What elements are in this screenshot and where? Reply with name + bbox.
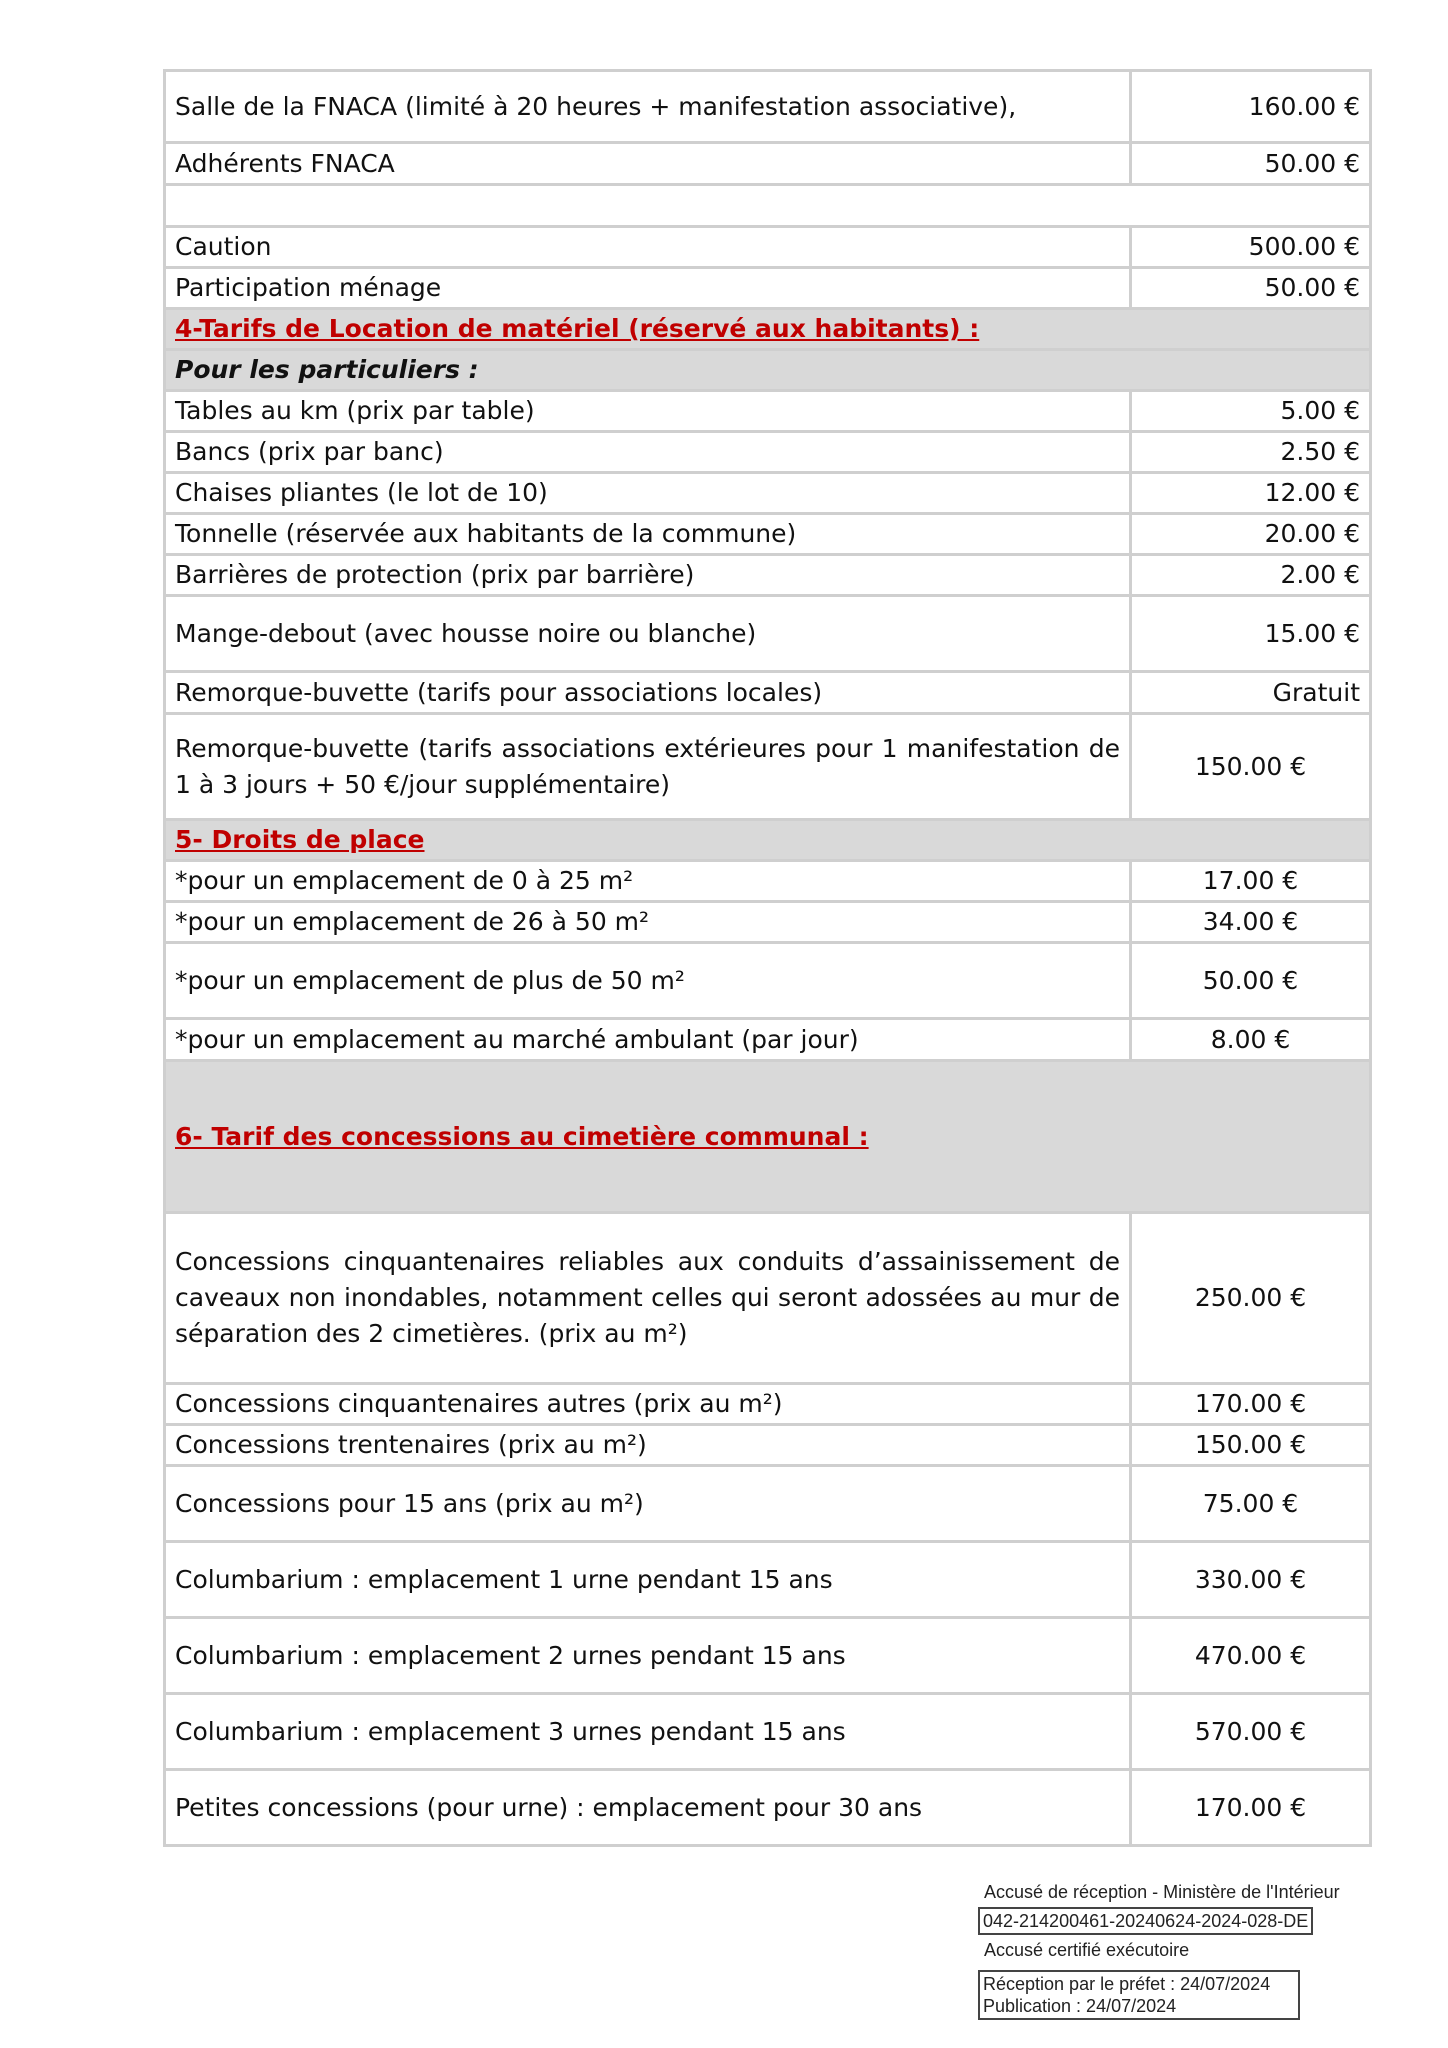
stamp-title: Accusé de réception - Ministère de l'Intérieur (984, 1882, 1340, 1902)
stamp-reference: 042-214200461-20240624-2024-028-DE (978, 1907, 1313, 1935)
spacer-row (165, 185, 1371, 227)
row-label: Tonnelle (réservée aux habitants de la commune) (165, 514, 1131, 555)
row-label: Participation ménage (165, 268, 1131, 309)
table-row (165, 268, 1371, 309)
row-price: 50.00 € (1131, 268, 1371, 309)
reception-stamp (978, 1880, 1378, 2020)
row-label: Tables au km (prix par table) (165, 391, 1131, 432)
row-price: 170.00 € (1131, 1770, 1371, 1846)
section-title (165, 309, 1371, 350)
row-price: 150.00 € (1131, 714, 1371, 820)
section-header-row (165, 309, 1371, 350)
table-row (165, 227, 1371, 268)
subsection-title-text: Pour les particuliers : (175, 355, 479, 384)
table-row (165, 1694, 1371, 1770)
row-price: 470.00 € (1131, 1618, 1371, 1694)
row-label: Mange-debout (avec housse noire ou blanche) (165, 596, 1131, 672)
section-header-row (165, 820, 1371, 861)
row-label: Adhérents FNACA (165, 143, 1131, 185)
stamp-certified: Accusé certifié exécutoire (984, 1940, 1190, 1960)
table-row (165, 902, 1371, 943)
table-row (165, 1466, 1371, 1542)
row-price: 17.00 € (1131, 861, 1371, 902)
table-row (165, 514, 1371, 555)
row-price: 34.00 € (1131, 902, 1371, 943)
row-price: Gratuit (1131, 672, 1371, 714)
stamp-publication-date: Publication : 24/07/2024 (983, 1996, 1177, 2016)
row-label: *pour un emplacement de 0 à 25 m² (165, 861, 1131, 902)
spacer-cell (165, 185, 1371, 227)
row-label: Concessions trentenaires (prix au m²) (165, 1425, 1131, 1466)
table-row (165, 943, 1371, 1019)
table-row (165, 1425, 1371, 1466)
row-label: Barrières de protection (prix par barrière) (165, 555, 1131, 596)
row-price: 20.00 € (1131, 514, 1371, 555)
table-row (165, 143, 1371, 185)
table-row (165, 714, 1371, 820)
row-label: Remorque-buvette (tarifs associations extérieures pour 1 manifestation de 1 à 3 jours + 50 €/jour supplémentaire) (165, 714, 1131, 820)
stamp-reception-date: Réception par le préfet : 24/07/2024 (983, 1974, 1271, 1994)
row-label: Salle de la FNACA (limité à 20 heures + manifestation associative), (165, 71, 1131, 143)
table-row (165, 861, 1371, 902)
row-price: 50.00 € (1131, 143, 1371, 185)
row-price: 150.00 € (1131, 1425, 1371, 1466)
row-label: *pour un emplacement au marché ambulant (par jour) (165, 1019, 1131, 1061)
subsection-header-row (165, 350, 1371, 391)
row-label: Columbarium : emplacement 1 urne pendant 15 ans (165, 1542, 1131, 1618)
row-price: 250.00 € (1131, 1213, 1371, 1384)
row-price: 12.00 € (1131, 473, 1371, 514)
row-price: 75.00 € (1131, 1466, 1371, 1542)
row-price: 5.00 € (1131, 391, 1371, 432)
row-price: 2.00 € (1131, 555, 1371, 596)
row-price: 170.00 € (1131, 1384, 1371, 1425)
row-price: 8.00 € (1131, 1019, 1371, 1061)
section-title-text: 4-Tarifs de Location de matériel (réservé aux habitants) : (175, 314, 980, 343)
tariff-table (163, 69, 1372, 1847)
table-row (165, 1542, 1371, 1618)
table-row (165, 71, 1371, 143)
section-header-row (165, 1061, 1371, 1213)
row-label: Bancs (prix par banc) (165, 432, 1131, 473)
table-row (165, 473, 1371, 514)
row-price: 570.00 € (1131, 1694, 1371, 1770)
row-price: 15.00 € (1131, 596, 1371, 672)
section-title-text: 6- Tarif des concessions au cimetière communal : (175, 1121, 869, 1151)
section-title-text: 5- Droits de place (175, 825, 425, 854)
table-row (165, 391, 1371, 432)
table-row (165, 1213, 1371, 1384)
row-price: 50.00 € (1131, 943, 1371, 1019)
stamp-dates (978, 1970, 1300, 2020)
row-label: Petites concessions (pour urne) : emplacement pour 30 ans (165, 1770, 1131, 1846)
row-price: 160.00 € (1131, 71, 1371, 143)
table-row (165, 672, 1371, 714)
row-label: Remorque-buvette (tarifs pour associations locales) (165, 672, 1131, 714)
table-row (165, 596, 1371, 672)
row-price: 2.50 € (1131, 432, 1371, 473)
row-price: 330.00 € (1131, 1542, 1371, 1618)
row-label: Concessions cinquantenaires autres (prix au m²) (165, 1384, 1131, 1425)
row-label: *pour un emplacement de plus de 50 m² (165, 943, 1131, 1019)
row-label: Columbarium : emplacement 2 urnes pendant 15 ans (165, 1618, 1131, 1694)
table-row (165, 1618, 1371, 1694)
section-title (165, 1061, 1371, 1213)
row-label: Columbarium : emplacement 3 urnes pendant 15 ans (165, 1694, 1131, 1770)
subsection-title (165, 350, 1371, 391)
table-row (165, 555, 1371, 596)
row-label: Chaises pliantes (le lot de 10) (165, 473, 1131, 514)
table-row (165, 1384, 1371, 1425)
row-label: Caution (165, 227, 1131, 268)
table-row (165, 1770, 1371, 1846)
table-row (165, 1019, 1371, 1061)
row-label: Concessions pour 15 ans (prix au m²) (165, 1466, 1131, 1542)
row-label: *pour un emplacement de 26 à 50 m² (165, 902, 1131, 943)
row-price: 500.00 € (1131, 227, 1371, 268)
table-row (165, 432, 1371, 473)
section-title (165, 820, 1371, 861)
row-label: Concessions cinquantenaires reliables aux conduits d’assainissement de caveaux non inondables, notamment celles qui seront adossées au mur de séparation des 2 cimetières. (prix au m²) (165, 1213, 1131, 1384)
